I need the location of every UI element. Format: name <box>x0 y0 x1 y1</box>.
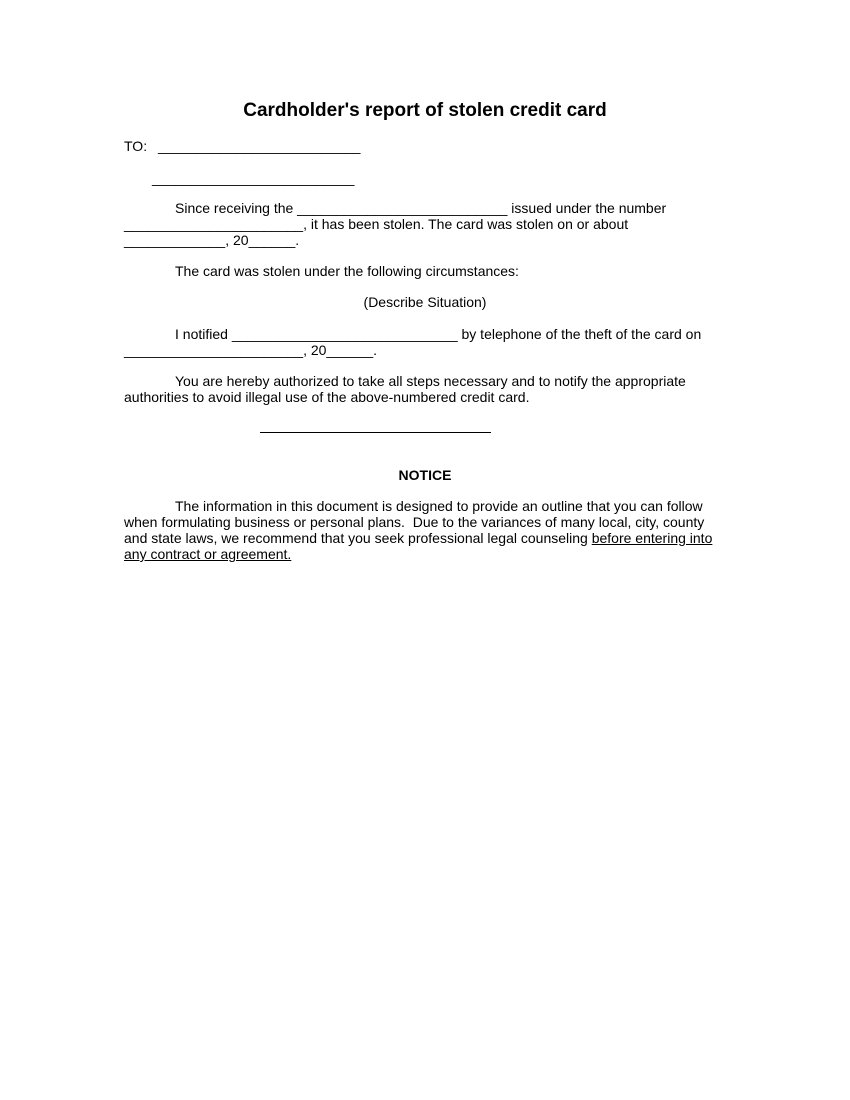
para1-line3: _____________, 20______. <box>124 232 300 248</box>
para4-line2: authorities to avoid illegal use of the above-numbered credit card. <box>124 389 530 405</box>
para3-line2: _______________________, 20______. <box>124 342 378 358</box>
to-label: TO: <box>124 138 148 154</box>
para1-line2: _______________________, it has been stolen. The card was stolen on or about <box>124 216 629 232</box>
notice-line4: any contract or agreement. <box>124 546 292 562</box>
document-title: Cardholder's report of stolen credit card <box>243 100 607 121</box>
para2: The card was stolen under the following circumstances: <box>175 263 519 279</box>
describe-situation: (Describe Situation) <box>363 294 487 310</box>
notice-line3-text: and state laws, we recommend that you seek professional legal counseling <box>124 530 592 546</box>
notice-line3-underlined: before entering into <box>591 530 713 546</box>
signature-line <box>260 432 491 433</box>
para1-line1: Since receiving the ___________________________ issued under the number <box>175 200 667 216</box>
notice-line3 <box>124 530 712 546</box>
para3-line1: I notified _____________________________ by telephone of the theft of the card on <box>175 326 702 342</box>
notice-line1: The information in this document is designed to provide an outline that you can follow <box>175 498 703 514</box>
notice-line2: when formulating business or personal plans. Due to the variances of many local, city, county <box>124 514 705 530</box>
notice-heading: NOTICE <box>398 467 452 483</box>
to-blank-2: __________________________ <box>152 170 355 186</box>
para4-line1: You are hereby authorized to take all steps necessary and to notify the appropriate <box>175 373 686 389</box>
to-blank-1: __________________________ <box>158 138 361 154</box>
